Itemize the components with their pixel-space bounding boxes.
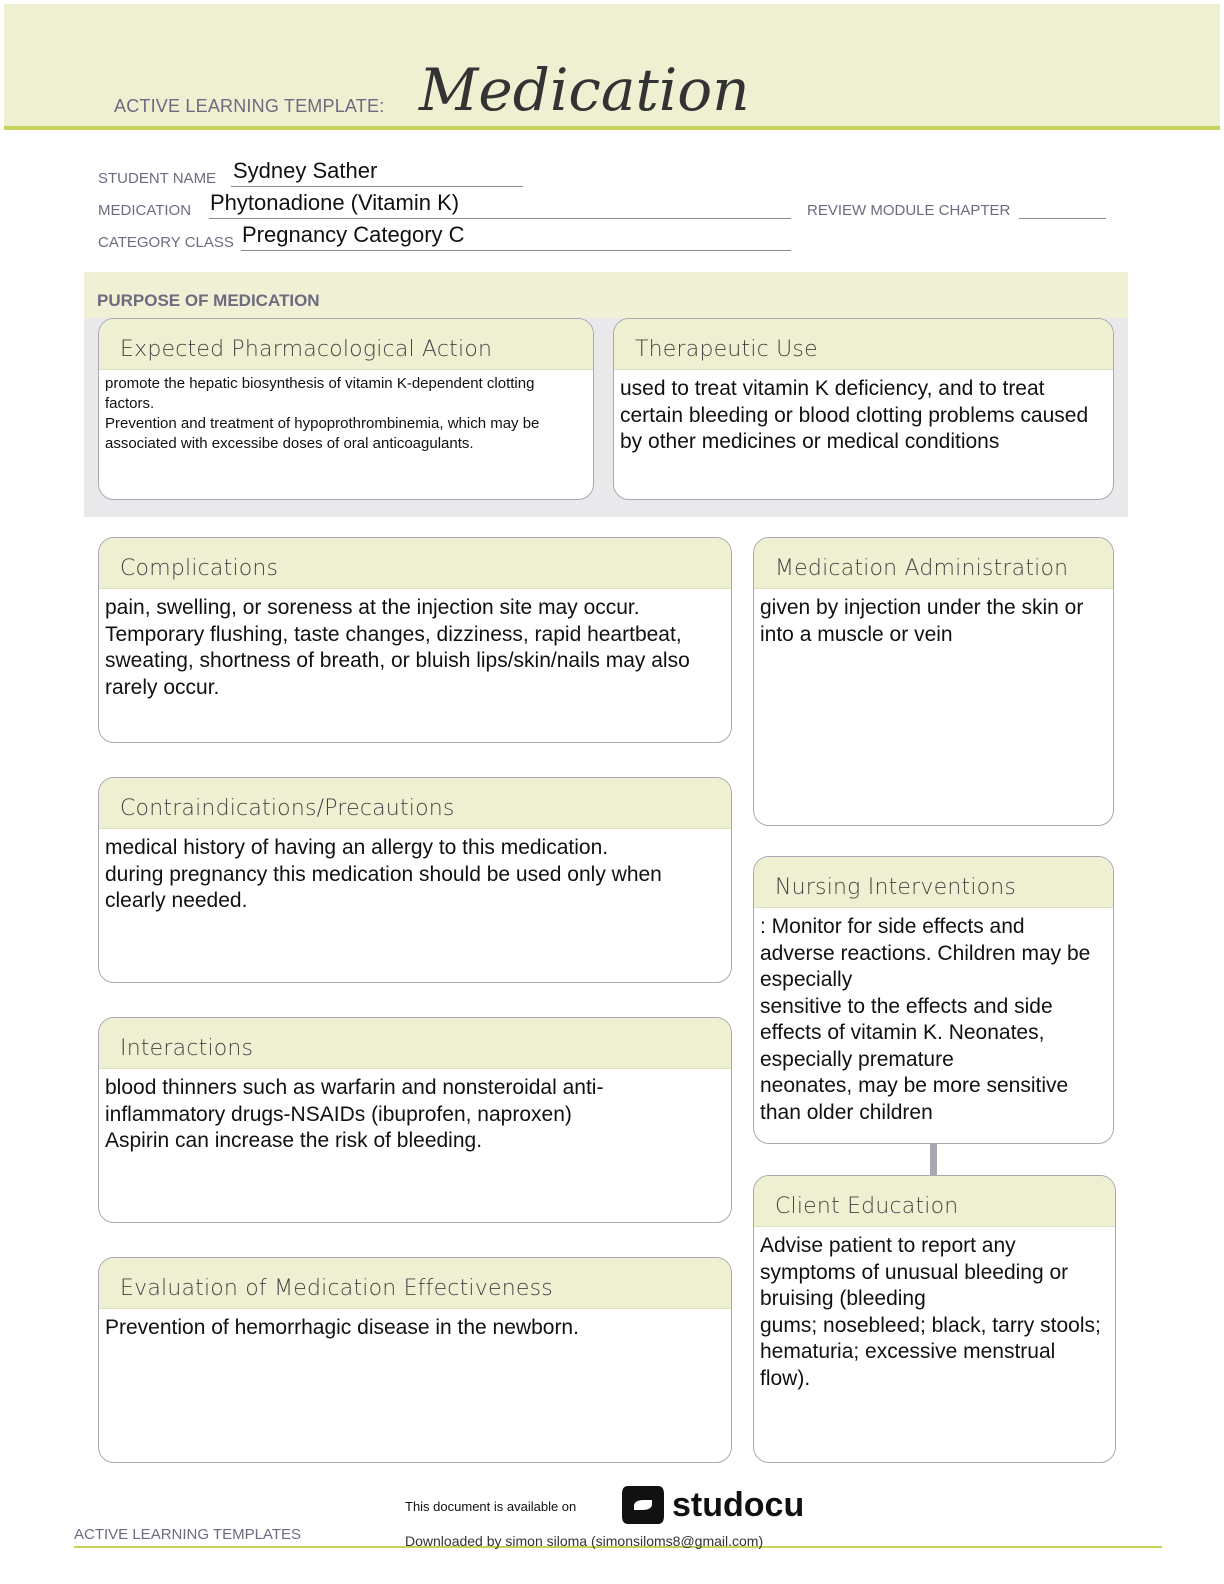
- student-name-field[interactable]: Sydney Sather: [233, 158, 378, 183]
- review-module-field[interactable]: [1019, 218, 1106, 219]
- client-education-box: [753, 1175, 1116, 1463]
- studocu-logo-icon: [620, 1482, 666, 1528]
- header-banner: [4, 4, 1220, 130]
- interactions-title: Interactions: [99, 1018, 731, 1069]
- connector: [930, 1143, 937, 1175]
- interactions-box: [98, 1017, 732, 1223]
- studocu-brand: studocu: [672, 1485, 805, 1524]
- therapeutic-use-text[interactable]: used to treat vitamin K deficiency, and to treat certain bleeding or blood clotting problems caused by other medicines or medical conditions: [620, 377, 1089, 453]
- contraindications-title: Contraindications/Precautions: [99, 778, 731, 829]
- medication-label: MEDICATION: [98, 202, 192, 219]
- header-subtitle: ACTIVE LEARNING TEMPLATE:: [114, 96, 385, 116]
- client-education-title: Client Education: [754, 1176, 1115, 1227]
- contraindications-box: [98, 777, 732, 983]
- complications-text[interactable]: pain, swelling, or soreness at the injection site may occur. Temporary flushing, taste changes, dizziness, rapid heartbeat, sweating, shortness of breath, or bluish lips/skin/nails may also rarely occur.: [105, 596, 690, 699]
- category-class-label: CATEGORY CLASS: [98, 234, 234, 251]
- review-module-label: REVIEW MODULE CHAPTER: [807, 202, 1011, 219]
- nursing-interventions-title: Nursing Interventions: [754, 857, 1113, 908]
- footer-label: ACTIVE LEARNING TEMPLATES: [74, 1526, 301, 1543]
- client-education-text[interactable]: Advise patient to report any symptoms of unusual bleeding or bruising (bleeding gums; nosebleed; black, tarry stools; hematuria; excessive menstrual flow).: [760, 1234, 1101, 1390]
- evaluation-title: Evaluation of Medication Effectiveness: [99, 1258, 731, 1309]
- therapeutic-use-box: [613, 318, 1114, 500]
- student-name-label: STUDENT NAME: [98, 170, 217, 187]
- category-class-underline: [241, 250, 791, 251]
- administration-box: [753, 537, 1114, 826]
- contraindications-text[interactable]: medical history of having an allergy to this medication. during pregnancy this medication should be used only when clearly needed.: [105, 836, 662, 912]
- medication-underline: [209, 218, 791, 219]
- expected-action-title: Expected Pharmacological Action: [99, 319, 593, 370]
- downloaded-by-text: Downloaded by simon siloma (simonsiloms8@gmail.com): [405, 1533, 764, 1549]
- purpose-title: PURPOSE OF MEDICATION: [97, 291, 320, 310]
- therapeutic-use-title: Therapeutic Use: [614, 319, 1113, 370]
- student-name-underline: [231, 186, 523, 187]
- evaluation-text[interactable]: Prevention of hemorrhagic disease in the newborn.: [105, 1316, 579, 1339]
- nursing-interventions-box: [753, 856, 1114, 1144]
- expected-action-box: [98, 318, 594, 500]
- administration-text[interactable]: given by injection under the skin or into a muscle or vein: [760, 596, 1084, 646]
- evaluation-box: [98, 1257, 732, 1463]
- category-class-field[interactable]: Pregnancy Category C: [242, 222, 465, 247]
- studocu-logo[interactable]: [620, 1482, 804, 1528]
- medication-field[interactable]: Phytonadione (Vitamin K): [210, 190, 460, 215]
- complications-title: Complications: [99, 538, 731, 589]
- administration-title: Medication Administration: [754, 538, 1113, 589]
- complications-box: [98, 537, 732, 743]
- interactions-text[interactable]: blood thinners such as warfarin and nonsteroidal anti-inflammatory drugs-NSAIDs (ibuprofen, naproxen) Aspirin can increase the risk of bleeding.: [105, 1076, 604, 1152]
- expected-action-text[interactable]: promote the hepatic biosynthesis of vitamin K-dependent clotting factors. Prevention and treatment of hypoprothrombinemia, which may be associated with excessibe doses of oral anticoagulants.: [105, 375, 540, 452]
- nursing-interventions-text[interactable]: : Monitor for side effects and adverse reactions. Children may be especially sensitive to the effects and side effects of vitamin K. Neonates, especially premature neonates, may be more sensitive than older children: [760, 915, 1091, 1124]
- available-on-text: This document is available on: [405, 1499, 577, 1514]
- page-title: Medication: [419, 56, 750, 124]
